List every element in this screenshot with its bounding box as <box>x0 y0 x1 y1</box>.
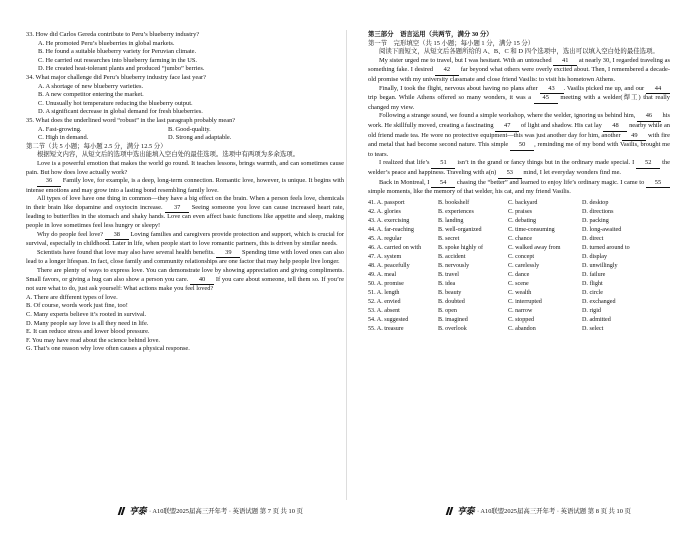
question-stem: 33. How did Carlos Gereda contribute to Peru’s blueberry industry? <box>26 31 200 38</box>
cloze-option-row <box>368 271 652 280</box>
left-footer <box>118 504 303 517</box>
cloze-option[interactable]: C. concept <box>508 253 535 260</box>
cloze-option-row <box>368 289 652 298</box>
section-1-instructions: 阅读下面短文，从短文后各题所给的 A、B、C 和 D 四个选项中，选出可以填入空白处的最佳选项。 <box>379 48 659 56</box>
cloze-option[interactable]: C. time-consuming <box>508 226 555 233</box>
cloze-option[interactable]: B. travel <box>438 271 459 278</box>
page-footer-text: · A10联盟2025届高三开年考 · 英语试题 第 7 页 共 10 页 <box>149 508 303 515</box>
cloze-paragraph: Following a strange sound, we found a simple workshop, where the welder, ignoring us behind him, 46 his work. He skillfully moved, creating a fascinating 47 of light and shadow. His cat lay 48 nearby while an old friend made tea. He wore no protective equipment—this was just another day for him, another 49 with fire and metal that had become second nature. This simple 50 , reminding me of my bond with Vasilis, brought me to tears. <box>368 112 670 158</box>
logo-icon <box>446 506 454 515</box>
cloze-option[interactable]: 46. A. carried on with <box>368 244 422 251</box>
blank-41[interactable]: 41 <box>553 57 577 67</box>
cloze-option[interactable]: 41. A. passport <box>368 199 405 206</box>
question-33 <box>26 31 344 74</box>
part-3-title: 第三部分 语言运用（共两节，满分 30 分） <box>368 31 493 38</box>
cloze-option-row <box>368 280 652 289</box>
publisher-logo: 亨泰 <box>129 506 147 516</box>
cloze-paragraph: Finally, I took the flight, nervous about having no plans after 43 . Vasilis picked me up, and our 44 trip began. While Athens offered so many wonders, it was a 45 meeting with a welder(焊工) that really changed my view. <box>368 84 670 111</box>
cloze-option-row <box>368 226 652 235</box>
cloze-option[interactable]: 50. A. promise <box>368 280 404 287</box>
left-page <box>26 31 344 554</box>
choice-item: D. Many people say love is all they need in life. <box>26 319 149 327</box>
cloze-paragraph: Back in Montreal, I 54 chasing the “better” and learned to enjoy life’s ordinary magic. I came to 55 simple moments, like the memory of that welder, his cat, and my friend Vasilis. <box>368 179 670 197</box>
cloze-option-row <box>368 208 652 217</box>
cloze-option-row <box>368 244 652 253</box>
cloze-option[interactable]: B. idea <box>438 280 456 287</box>
cloze-option[interactable]: D. directions <box>582 208 614 215</box>
blank-45[interactable]: 45 <box>534 94 558 104</box>
blank-50[interactable]: 50 <box>510 141 534 151</box>
cloze-option[interactable]: 52. A. envied <box>368 298 401 305</box>
cloze-option[interactable]: D. failure <box>582 271 606 278</box>
cloze-option[interactable]: C. scene <box>508 280 529 287</box>
option: B. He found a suitable blueberry variety for Peruvian climate. <box>38 48 197 56</box>
option: B. A new competitor entering the market. <box>38 91 144 99</box>
cloze-option-row <box>368 298 652 307</box>
blank-55[interactable]: 55 <box>646 179 670 189</box>
blank-46[interactable]: 46 <box>637 112 661 122</box>
cloze-option[interactable]: D. display <box>582 253 608 260</box>
blank-48[interactable]: 48 <box>603 122 627 132</box>
right-footer <box>446 504 631 517</box>
passage-paragraph: There are plenty of ways to express love. You can demonstrate love by showing appreciation and giving compliments. Small favors, or giving a hug can also show a person you care. 40 If you care about someone, tell them so. If you’re not sure what to do, just ask yourself: What actions make you feel loved? <box>26 267 344 293</box>
cloze-option[interactable]: 43. A. exercising <box>368 217 410 224</box>
cloze-option[interactable]: B. imagined <box>438 316 468 323</box>
cloze-option[interactable]: C. stopped <box>508 316 535 323</box>
cloze-option-row <box>368 307 652 316</box>
blank-52[interactable]: 52 <box>636 159 660 169</box>
option: C. High in demand. <box>38 134 89 142</box>
choice-item: E. It can reduce stress and lower blood pressure. <box>26 328 150 336</box>
cloze-option[interactable]: 45. A. regular <box>368 235 402 242</box>
cloze-option-row <box>368 262 652 271</box>
blank-47[interactable]: 47 <box>495 122 519 132</box>
cloze-option[interactable]: B. doubted <box>438 298 465 305</box>
cloze-option[interactable]: C. abandon <box>508 325 536 332</box>
blank-36[interactable]: 36 <box>37 177 61 187</box>
question-stem: 34. What major challenge did Peru’s blueberry industry face last year? <box>26 73 206 81</box>
cloze-option-row <box>368 235 652 244</box>
cloze-option[interactable]: B. overlook <box>438 325 467 332</box>
cloze-option[interactable]: D. rigid <box>582 307 601 314</box>
cloze-option[interactable]: 42. A. glories <box>368 208 401 215</box>
choice-item: G. That’s one reason why love often causes a physical response. <box>26 345 190 353</box>
passage-paragraph: Why do people feel love? 38 Loving families and caregivers provide protection and support, which is crucial for survival, especially in childhood. Later in life, when people start to love romantic partners, this is driven by similar needs. <box>26 230 344 248</box>
choice-item: B. Of course, words work just fine, too! <box>26 302 128 310</box>
cloze-option[interactable]: B. beauty <box>438 289 462 296</box>
cloze-option[interactable]: 55. A. treasure <box>368 325 404 332</box>
blank-37[interactable]: 37 <box>165 204 189 214</box>
blank-40[interactable]: 40 <box>190 276 214 286</box>
cloze-option[interactable]: C. dance <box>508 271 530 278</box>
cloze-option-row <box>368 253 652 262</box>
blank-54[interactable]: 54 <box>431 179 455 189</box>
cloze-option[interactable]: 49. A. meal <box>368 271 397 278</box>
cloze-option-row <box>368 217 652 226</box>
cloze-option[interactable]: 54. A. suggested <box>368 316 409 323</box>
cloze-option[interactable]: C. carelessly <box>508 262 540 269</box>
cloze-option[interactable]: B. accident <box>438 253 466 260</box>
question-34 <box>26 74 344 117</box>
cloze-option[interactable]: D. long-awaited <box>582 226 622 233</box>
page-footer-text: · A10联盟2025届高三开年考 · 英语试题 第 8 页 共 10 页 <box>477 508 631 515</box>
cloze-option[interactable]: D. desktop <box>582 199 609 206</box>
blank-53[interactable]: 53 <box>498 169 522 179</box>
cloze-option[interactable]: C. walked away from <box>508 244 561 251</box>
cloze-paragraph: I realized that life’s 51 isn’t in the grand or fancy things but in the ordinary made special. I 52 the welder’s peace and happiness. Traveling with a(n) 53 mind, I let everyday wonders find me. <box>368 159 670 178</box>
cloze-option[interactable]: 51. A. length <box>368 289 400 296</box>
option: B. Good-quality. <box>168 125 211 133</box>
cloze-option[interactable]: B. experiences <box>438 208 474 215</box>
option: A. A shortage of new blueberry varieties. <box>38 82 144 90</box>
cloze-option[interactable]: 47. A. system <box>368 253 402 260</box>
choice-item: C. Many experts believe it’s rooted in survival. <box>26 311 147 318</box>
blank-49[interactable]: 49 <box>622 132 646 142</box>
choice-item: F. You may have read about the science behind love. <box>26 336 161 344</box>
cloze-option[interactable]: D. circle <box>582 289 603 296</box>
blank-43[interactable]: 43 <box>540 85 564 95</box>
section-2-instructions: 根据短文内容，从短文后的选项中选出能填入空白处的最佳选项。选项中有两项为多余选项。 <box>37 151 300 159</box>
cloze-option[interactable]: D. select <box>582 325 604 332</box>
cloze-options-table <box>368 199 652 334</box>
cloze-option[interactable]: 48. A. peacefully <box>368 262 410 269</box>
cloze-option[interactable]: B. well-organized <box>438 226 482 233</box>
cloze-option[interactable]: C. chance <box>508 235 533 242</box>
passage-paragraph: Scientists have found that love may also have several health benefits. 39 Spending time with loved ones can also lead to a longer lifespan. In fact, close family and community relationships are one factor that may help people live longer. <box>26 248 345 266</box>
cloze-option[interactable]: C. narrow <box>508 307 533 314</box>
option: D. A significant decrease in global demand for fresh blueberries. <box>38 108 203 116</box>
cloze-option-row <box>368 199 652 208</box>
publisher-logo: 亨泰 <box>457 506 475 516</box>
cloze-option[interactable]: D. flight <box>582 280 603 287</box>
cloze-option[interactable]: D. exchanged <box>582 298 616 305</box>
section-1-title: 第一节 完形填空（共 15 小题；每小题 1 分，满分 15 分） <box>368 39 535 47</box>
cloze-option[interactable]: B. bookshelf <box>438 199 470 206</box>
question-35 <box>26 117 344 143</box>
cloze-option[interactable]: B. nervously <box>438 262 470 269</box>
cloze-option[interactable]: D. packing <box>582 217 609 224</box>
option: D. He created heat-tolerant plants and produced “jumbo” berries. <box>38 65 205 73</box>
blank-44[interactable]: 44 <box>646 85 670 95</box>
cloze-option[interactable]: C. wealth <box>508 289 532 296</box>
passage-paragraph: All types of love have one thing in common—they have a big effect on the brain. When a person feels love, chemicals in their brain like dopamine and oxytocin increase. 37 Seeing someone you love can cause increased heart rate, leading to butterflies in the stomach and shaky hands. Love can even affect basic functions like appetite and sleep, making people in love sometimes feel less hungry or sleepy! <box>26 195 345 230</box>
cloze-option[interactable]: 44. A. far-reaching <box>368 226 414 233</box>
choice-list <box>26 294 344 354</box>
cloze-option[interactable]: C. debating <box>508 217 537 224</box>
passage-paragraph: Love is a powerful emotion that makes the world go round. It teaches lessons, brings warmth, and can sometimes cause pain. But how does love actually work? <box>26 159 344 176</box>
cloze-option[interactable]: B. secret <box>438 235 460 242</box>
passage-paragraph: 36 Family love, for example, is a deep, long-term connection. Romantic love, however, is unique. It begins with intense emotions and may grow into a lasting bond resembling family love. <box>26 177 344 194</box>
cloze-option[interactable]: C. interrupted <box>508 298 542 305</box>
cloze-option[interactable]: 53. A. absent <box>368 307 400 314</box>
cloze-option[interactable]: D. admitted <box>582 316 611 323</box>
question-stem: 35. What does the underlined word “robust” in the last paragraph probably mean? <box>26 116 236 124</box>
cloze-option[interactable]: C. backyard <box>508 199 538 206</box>
cloze-option[interactable]: D. unwillingly <box>582 262 618 269</box>
blank-38[interactable]: 38 <box>105 231 129 241</box>
option: C. Unusually hot temperature reducing the blueberry output. <box>38 99 193 107</box>
right-page <box>368 31 670 554</box>
option: D. Strong and adaptable. <box>168 134 232 142</box>
blank-42[interactable]: 42 <box>435 66 459 76</box>
cloze-paragraph: My sister urged me to travel, but I was hesitant. With an untouched 41 at nearly 30, I regarded traveling as something fake. I desired 42 far beyond what others were overly excited about. Then, I remembered a decade-old promise with my university classmate and close friend Vasilis: to visit his hometown Athens. <box>368 56 670 83</box>
cloze-option-row <box>368 316 652 325</box>
option: A. Fast-growing. <box>38 125 82 133</box>
logo-icon <box>118 506 126 515</box>
cloze-option[interactable]: B. landing <box>438 217 464 224</box>
cloze-option[interactable]: C. praises <box>508 208 533 215</box>
blank-51[interactable]: 51 <box>431 159 455 169</box>
option: A. He promoted Peru’s blueberries in global markets. <box>38 39 175 47</box>
cloze-option[interactable]: B. spoke highly of <box>438 244 484 251</box>
cloze-option[interactable]: D. turned around to <box>582 244 630 251</box>
choice-item: A. There are different types of love. <box>26 293 118 301</box>
section-2-title: 第二节（共 5 小题；每小题 2.5 分，满分 12.5 分） <box>26 142 167 150</box>
cloze-option[interactable]: B. open <box>438 307 457 314</box>
cloze-option-row <box>368 325 652 334</box>
blank-39[interactable]: 39 <box>216 249 240 259</box>
option: C. He carried out researches into blueberry farming in the US. <box>38 56 198 64</box>
page-divider <box>346 30 347 500</box>
cloze-option[interactable]: D. direct <box>582 235 604 242</box>
